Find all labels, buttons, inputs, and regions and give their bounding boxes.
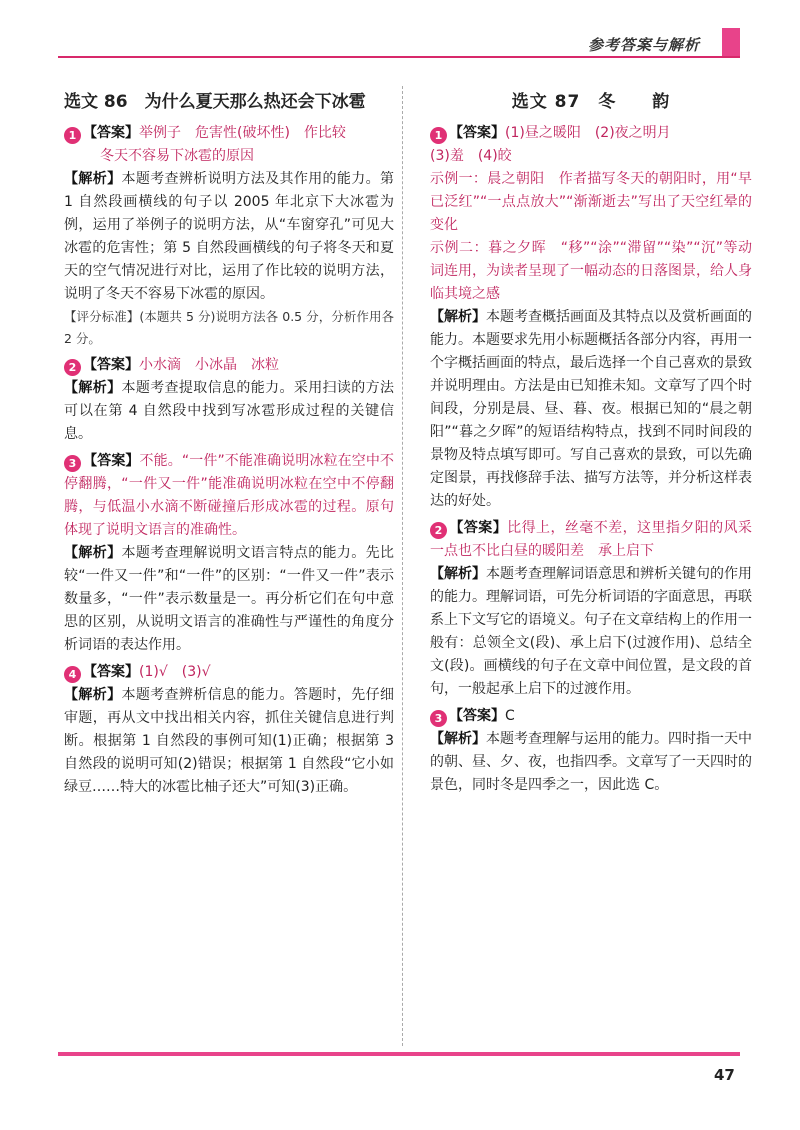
q1-answer-cont [64,145,394,168]
q2-analysis [430,563,752,701]
analysis-label: 【解析】 [64,687,122,703]
q1-answer [64,122,394,145]
analysis-text: 本题考查理解说明文语言特点的能力。先比较“一件又一件”和“一件”的区别：“一件又一件”表示数量多，“一件”表示数量是一。再分析它们在句中意思的区别，从说明文语言的准确性与严谨性的角度分析词语的表达作用。 [64,545,395,653]
analysis-text: 本题考查理解与运用的能力。四时指一天中的朝、昼、夕、夜，也指四季。文章写了一天四时的景色，同时冬是四季之一，因此选 C。 [430,731,752,793]
analysis-text: 本题考查辨析信息的能力。答题时，先仔细审题，再从文中找出相关内容，抓住关键信息进行判断。根据第 1 自然段的事例可知(1)正确；根据第 3 自然段的说明可知(2)错误；根据第 1 自然段“它小如绿豆……特大的冰雹比柚子还大”可知(3)正确。 [64,687,395,795]
analysis-text: 本题考查辨析说明方法及其作用的能力。第 1 自然段画横线的句子以 2005 年北京下大冰雹为例，运用了举例子的说明方法，从“车窗穿孔”可见大冰雹的危害性；第 5 自然段画横线的句子将冬天和夏天的空气情况进行对比，运用了作比较的说明方法，说明了冬天不容易下冰雹的原因。 [64,171,395,302]
answer-text: 小水滴 小冰晶 冰粒 [139,357,279,373]
footer-rule [58,1052,740,1056]
q3-analysis [430,728,752,797]
q1-answer [430,122,752,145]
q4-answer [64,661,394,684]
q1-number-badge: 1 [64,127,81,144]
answer-label: 【答案】 [83,125,139,141]
analysis-label: 【解析】 [430,566,486,582]
q3-number-badge: 3 [430,710,447,727]
analysis-label: 【解析】 [430,731,486,747]
analysis-text: 本题考查概括画面及其特点以及赏析画面的能力。本题要求先用小标题概括各部分内容，再用一个字概括画面的特点，最后选择一个自己喜欢的景致并说明理由。方法是由已知推未知。文章写了四个时间段，分别是晨、昼、暮、夜。根据已知的“晨之朝阳”“暮之夕晖”的短语结构特点，找到不同时间段的景物及特点填写即可。写自己喜欢的景致，可以先确定图景，再找修辞手法、描写方法等，并分析这样表达的好处。 [430,309,752,509]
analysis-label: 【解析】 [64,545,122,561]
q2-number-badge: 2 [430,522,447,539]
answer-label: 【答案】 [449,708,505,724]
answer-label: 【答案】 [83,664,139,680]
analysis-text: 本题考查理解词语意思和辨析关键句的作用的能力。理解词语，可先分析词语的字面意思，再联系上下文写它的语境义。句子在文章结构上的作用一般有：总领全文(段)、承上启下(过渡作用)、总结全文(段)。画横线的句子在文章中间位置，是文段的首句，一般起承上启下的过渡作用。 [430,566,752,697]
header-rule [58,56,740,58]
q3-answer [64,450,394,542]
q3-number-badge: 3 [64,455,81,472]
answer-text: C [505,708,515,724]
q2-number-badge: 2 [64,359,81,376]
q2-analysis [64,377,394,446]
answer-text: 比得上，丝毫不差，这里指夕阳的风采一点也不比白昼的暖阳差 承上启下 [430,520,753,559]
column-divider [402,86,403,1046]
answer-text: 冬天不容易下冰雹的原因 [100,148,254,164]
answer-label: 【答案】 [83,453,140,469]
answer-label: 【答案】 [449,520,508,536]
q3-answer [430,705,752,728]
q2-answer [430,517,752,563]
answer-label: 【答案】 [83,357,139,373]
page-number: 47 [714,1066,735,1084]
analysis-text: 本题考查提取信息的能力。采用扫读的方法可以在第 4 自然段中找到写冰雹形成过程的关键信息。 [64,380,395,442]
right-column [430,88,752,797]
q1-analysis [430,306,752,513]
left-column [64,88,394,799]
answer-text: (3)羞 (4)皎 [430,148,512,164]
section-title-86: 选文 86 为什么夏天那么热还会下冰雹 [64,92,366,112]
analysis-label: 【解析】 [64,380,122,396]
answer-text: 不能。“一件”不能准确说明冰粒在空中不停翻腾，“一件又一件”能准确说明冰粒在空中不停翻腾，与低温小水滴不断碰撞后形成冰雹的过程。原句体现了说明文语言的准确性。 [64,453,394,538]
answer-text: 举例子 危害性(破坏性) 作比较 [139,125,346,141]
q1-score: 【评分标准】(本题共 5 分)说明方法各 0.5 分，分析作用各 2 分。 [64,309,394,346]
q1-example-1: 示例一：晨之朝阳 作者描写冬天的朝阳时，用“早已泛红”“一点点放大”“渐渐逝去”写出了天空红晕的变化 [430,171,752,233]
analysis-label: 【解析】 [430,309,486,325]
header-title: 参考答案与解析 [588,36,701,54]
answer-text: (1)√ (3)√ [139,664,211,680]
answer-label: 【答案】 [449,125,505,141]
q1-analysis [64,168,394,306]
q4-number-badge: 4 [64,666,81,683]
header-tab [722,28,740,58]
page-header [0,0,800,72]
section-title-87: 选文 87 冬 韵 [511,92,671,112]
analysis-label: 【解析】 [64,171,122,187]
q1-number-badge: 1 [430,127,447,144]
q3-analysis [64,542,394,657]
q4-analysis [64,684,394,799]
q1-answer-cont [430,145,752,168]
q1-example-2: 示例二：暮之夕晖 “移”“涂”“滞留”“染”“沉”等动词连用，为读者呈现了一幅动态的日落图景，给人身临其境之感 [430,240,752,302]
answer-text: (1)昼之暖阳 (2)夜之明月 [505,125,671,141]
q2-answer [64,354,394,377]
